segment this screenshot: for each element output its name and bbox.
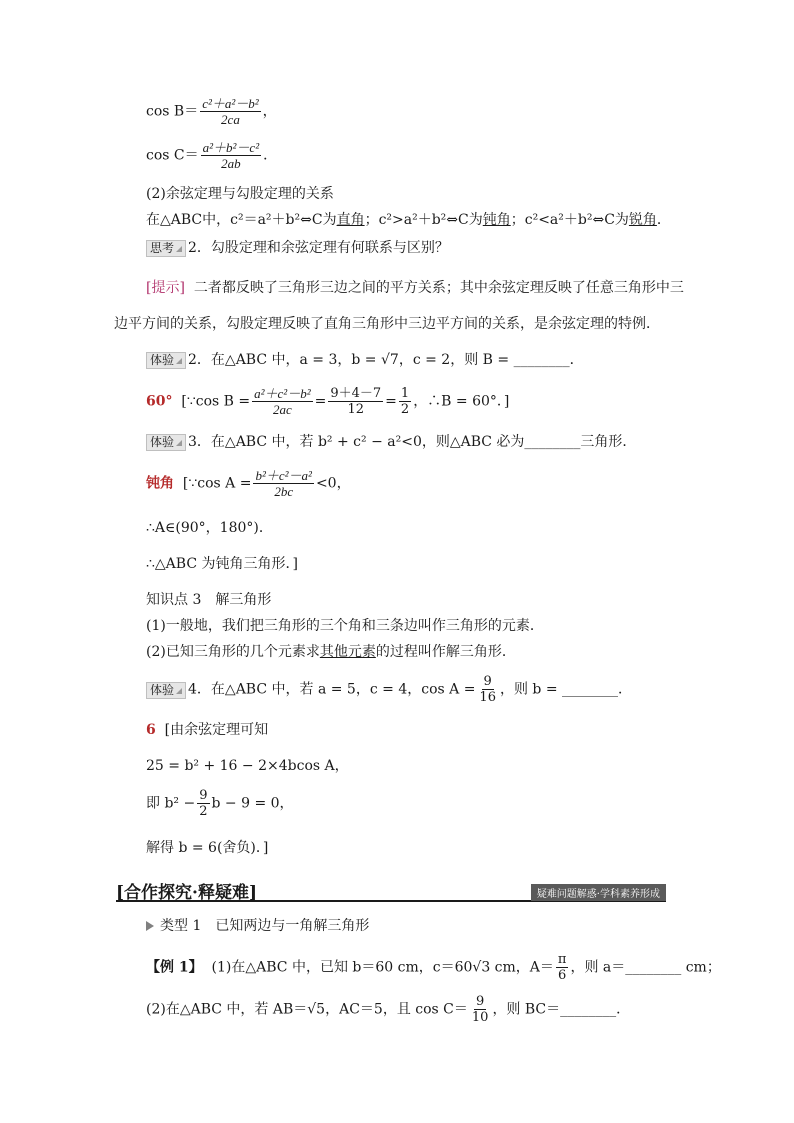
exercise-4-answer-line-2: 25 = b² + 16 − 2×4bcos A， [146,758,349,774]
hint-tag: [提示] [146,280,185,296]
ex2-f2-den: 12 [347,402,365,417]
formula-cos-c [146,140,277,171]
exercise-3-tag [146,434,186,451]
corner-triangle-icon [176,246,182,252]
example-1-p1-fraction [556,952,569,983]
cos-c-denominator: 2ab [221,156,241,171]
relation-acute-angle: 锐角 [628,212,657,228]
ex4-l3-fraction [197,788,209,819]
cos-b-denominator: 2ca [221,112,240,127]
ex2-f2-num: 9＋4－7 [330,386,382,401]
relation-heading: (2)余弦定理与勾股定理的关系 [146,186,334,202]
exercise-2 [146,352,584,369]
section-banner-title: [合作探究·释疑难] [116,883,258,903]
ex2-f3-den: 2 [400,402,410,417]
exercise-4-tag [146,682,186,699]
exercise-4-tag-label: 体验 [150,682,175,697]
ex2-f1-num: a²＋c²－b² [254,386,311,401]
cos-c-end: ． [263,147,278,164]
example-1-part-1 [146,952,721,983]
ex2-eq-1: = [314,393,327,410]
exercise-3-answer-value: 钝角 [146,475,174,492]
exercise-2-answer [146,386,509,417]
example-1-p2-post: ，则 BC＝________． [492,1001,631,1018]
example-1-part-2 [146,994,630,1025]
exercise-4-pre: 4．在△ABC 中，若 a = 5，c = 4，cos A = [188,681,476,698]
exercise-4 [146,674,632,705]
exercise-3-tag-label: 体验 [150,435,175,449]
exercise-3-answer-line-2: ∴A∈(90°，180°)． [146,520,273,536]
relation-part-c: ；c²<a²＋b²⇔C为 [510,212,629,228]
type-1-text: 类型 1 已知两边与一角解三角形 [160,918,370,934]
ex4-f-num: 9 [483,674,492,689]
think-question [146,240,449,257]
knowledge-point-3-line-2 [146,644,516,661]
hint-text-1: 二者都反映了三角形三边之间的平方关系；其中余弦定理反映了任意三角形中三 [193,280,684,296]
example-1-p2-den: 10 [471,1010,489,1025]
example-1-p1-den: 6 [558,968,567,983]
section-banner-subtitle: 疑难问题解惑·学科素养形成 [531,884,666,901]
exercise-2-answer-value: 60° [146,393,173,410]
exercise-3 [146,434,636,451]
relation-obtuse-angle: 钝角 [482,212,511,228]
exercise-3-answer-post: <0， [315,475,351,492]
exercise-4-post: ，则 b = ________． [499,681,633,698]
relation-line [146,212,671,229]
exercise-3-answer-pre: [∵cos A = [182,475,252,492]
ex3-f-den: 2bc [274,484,294,499]
exercise-4-answer-pre: [由余弦定理可知 [164,722,269,738]
think-text: 2．勾股定理和余弦定理有何联系与区别？ [188,240,449,256]
cos-c-lhs: cos C＝ [146,147,199,164]
cos-b-fraction [200,96,260,127]
example-1-label: 【例 1】 [146,959,203,976]
exercise-2-tag-label: 体验 [150,353,175,367]
think-tag [146,240,186,257]
relation-part-d: ． [656,212,671,228]
exercise-4-answer [146,722,268,739]
cos-b-end: ， [262,103,277,120]
exercise-2-answer-post: ，∴B = 60°．] [413,393,510,410]
cos-b-numerator: c²＋a²－b² [202,96,259,111]
ex4-f-den: 16 [479,690,496,705]
ex2-fraction-2 [328,386,383,417]
knowledge-point-3-title: 知识点 3 解三角形 [146,592,272,608]
exercise-2-answer-pre: [∵cos B = [181,393,251,410]
exercise-3-answer-line-3: ∴△ABC 为钝角三角形．] [146,556,298,572]
exercise-3-text: 3．在△ABC 中，若 b² + c² − a²<0，则△ABC 必为________三角形． [188,434,637,450]
knowledge-point-3-line-1: (1)一般地，我们把三角形的三个角和三条边叫作三角形的元素． [146,618,544,634]
type-1-heading [146,918,369,935]
think-tag-label: 思考 [150,241,175,255]
play-triangle-icon [146,921,154,931]
ex3-fraction [253,468,313,499]
relation-part-b: ；c²>a²＋b²⇔C为 [364,212,483,228]
example-1-p1-post: ，则 a＝________ cm； [570,959,721,976]
corner-triangle-icon [176,440,182,446]
kp3-l2-a: (2)已知三角形的几个元素求 [146,644,320,660]
relation-right-angle: 直角 [336,212,365,228]
formula-cos-b [146,96,277,127]
exercise-2-text: 2．在△ABC 中，a = 3，b = √7，c = 2，则 B = ________． [188,352,584,368]
cos-c-fraction [201,140,261,171]
corner-triangle-icon [176,358,182,364]
cos-c-numerator: a²＋b²－c² [202,140,260,155]
ex2-f1-den: 2ac [272,402,292,417]
exercise-4-answer-line-4: 解得 b = 6(舍负)．] [146,840,269,856]
ex2-fraction-1 [252,386,312,417]
exercise-2-tag [146,352,186,369]
kp3-l2-b: 的过程叫作解三角形． [375,644,516,660]
exercise-4-answer-line-3 [146,788,294,819]
exercise-4-answer-value: 6 [146,722,156,738]
corner-triangle-icon [176,688,182,694]
example-1-p2-pre: (2)在△ABC 中，若 AB＝√5，AC＝5，且 cos C＝ [146,1001,468,1018]
ex4-l3-den: 2 [199,804,208,819]
ex4-fraction [477,674,498,705]
ex2-eq-2: = [385,393,397,410]
ex2-f3-num: 1 [400,386,410,401]
exercise-3-answer [146,468,351,499]
ex2-fraction-3 [399,386,411,417]
kp3-l2-underlined: 其他元素 [319,644,376,660]
section-banner [116,878,666,902]
cos-b-lhs: cos B＝ [146,103,199,120]
ex3-f-num: b²＋c²－a² [255,468,312,483]
example-1-p2-num: 9 [476,994,485,1009]
relation-part-a: 在△ABC中，c²＝a²＋b²⇔C为 [146,212,337,228]
example-1-p2-fraction [470,994,491,1025]
ex4-l3-num: 9 [199,788,208,803]
ex4-l3-post: b − 9 = 0， [211,795,294,812]
hint-line-2: 边平方间的关系，勾股定理反映了直角三角形中三边平方间的关系，是余弦定理的特例． [114,316,660,332]
example-1-p1-num: π [557,952,567,967]
hint-line-1 [146,280,684,297]
example-1-p1-pre: (1)在△ABC 中，已知 b＝60 cm，c＝60√3 cm，A＝ [211,959,554,976]
ex4-l3-pre: 即 b² − [146,795,196,812]
